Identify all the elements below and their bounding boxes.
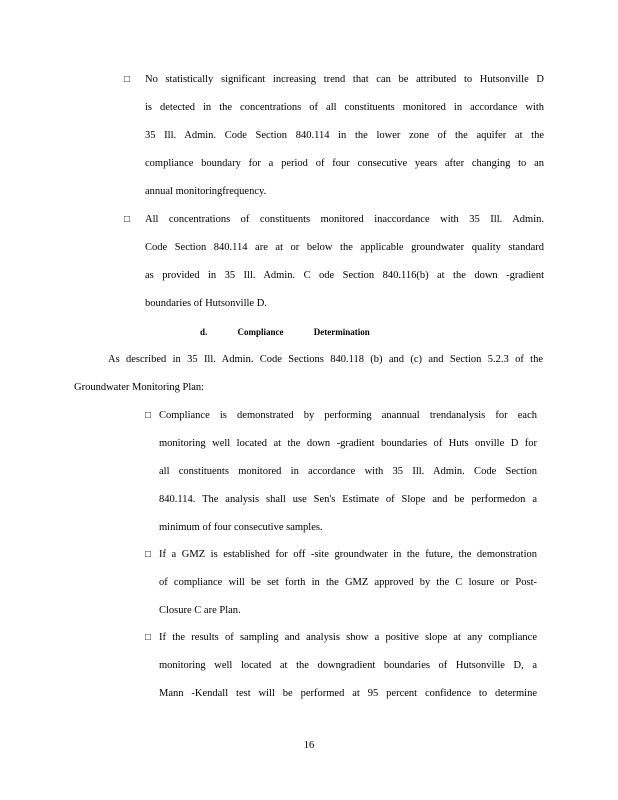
text-line: all constituents monitored in accordance with 35 Ill. Admin. Code Section bbox=[159, 466, 537, 477]
bullet-item bbox=[124, 66, 544, 206]
text-line: minimum of four consecutive samples. bbox=[159, 522, 323, 533]
body-paragraph bbox=[74, 346, 543, 402]
bullet-item bbox=[145, 402, 537, 542]
text-line: Mann -Kendall test will be performed at 95 percent confidence to determine bbox=[159, 688, 537, 699]
text-line: as provided in 35 Ill. Admin. C ode Section 840.116(b) at the down -gradient bbox=[145, 270, 544, 281]
section-heading bbox=[200, 318, 370, 346]
text-line: If a GMZ is established for off -site groundwater in the future, the demonstration bbox=[159, 549, 537, 560]
text-line: Compliance is demonstrated by performing anannual trendanalysis for each bbox=[159, 410, 537, 421]
bullet-marker-icon: □ bbox=[145, 410, 152, 421]
text-line: monitoring well located at the down -gradient boundaries of Huts onville D for bbox=[159, 438, 537, 449]
text-line: of compliance will be set forth in the GMZ approved by the C losure or Post- bbox=[159, 577, 537, 588]
bullet-item bbox=[145, 541, 537, 625]
bullet-marker-icon: □ bbox=[145, 632, 152, 643]
bullet-item bbox=[124, 206, 544, 318]
text-line: No statistically significant increasing trend that can be attributed to Hutsonville D bbox=[145, 74, 544, 85]
bullet-marker-icon: □ bbox=[145, 549, 152, 560]
bullet-marker-icon: □ bbox=[124, 74, 131, 85]
text-line: All concentrations of constituents monitored inaccordance with 35 Ill. Admin. bbox=[145, 214, 544, 225]
text-line: annual monitoringfrequency. bbox=[145, 186, 267, 197]
bullet-marker-icon: □ bbox=[124, 214, 131, 225]
text-line: Code Section 840.114 are at or below the applicable groundwater quality standard bbox=[145, 242, 544, 253]
text-line: If the results of sampling and analysis show a positive slope at any compliance bbox=[159, 632, 537, 643]
bullet-item bbox=[145, 624, 537, 708]
heading-word: Determination bbox=[313, 327, 370, 337]
heading-word: Compliance bbox=[237, 327, 284, 337]
text-line: Closure C are Plan. bbox=[159, 605, 241, 616]
text-line: monitoring well located at the downgradient boundaries of Hutsonville D, a bbox=[159, 660, 537, 671]
heading-letter: d. bbox=[200, 327, 208, 337]
text-line: As described in 35 Ill. Admin. Code Sections 840.118 (b) and (c) and Section 5.2.3 of the bbox=[108, 354, 543, 365]
text-line: compliance boundary for a period of four consecutive years after changing to an bbox=[145, 158, 544, 169]
text-line: 35 Ill. Admin. Code Section 840.114 in the lower zone of the aquifer at the bbox=[145, 130, 544, 141]
text-line: 840.114. The analysis shall use Sen's Estimate of Slope and be performedon a bbox=[159, 494, 537, 505]
page-number: 16 bbox=[303, 740, 315, 751]
text-line: Groundwater Monitoring Plan: bbox=[74, 382, 205, 393]
text-line: is detected in the concentrations of all constituents monitored in accordance with bbox=[145, 102, 544, 113]
text-line: boundaries of Hutsonville D. bbox=[145, 298, 267, 309]
